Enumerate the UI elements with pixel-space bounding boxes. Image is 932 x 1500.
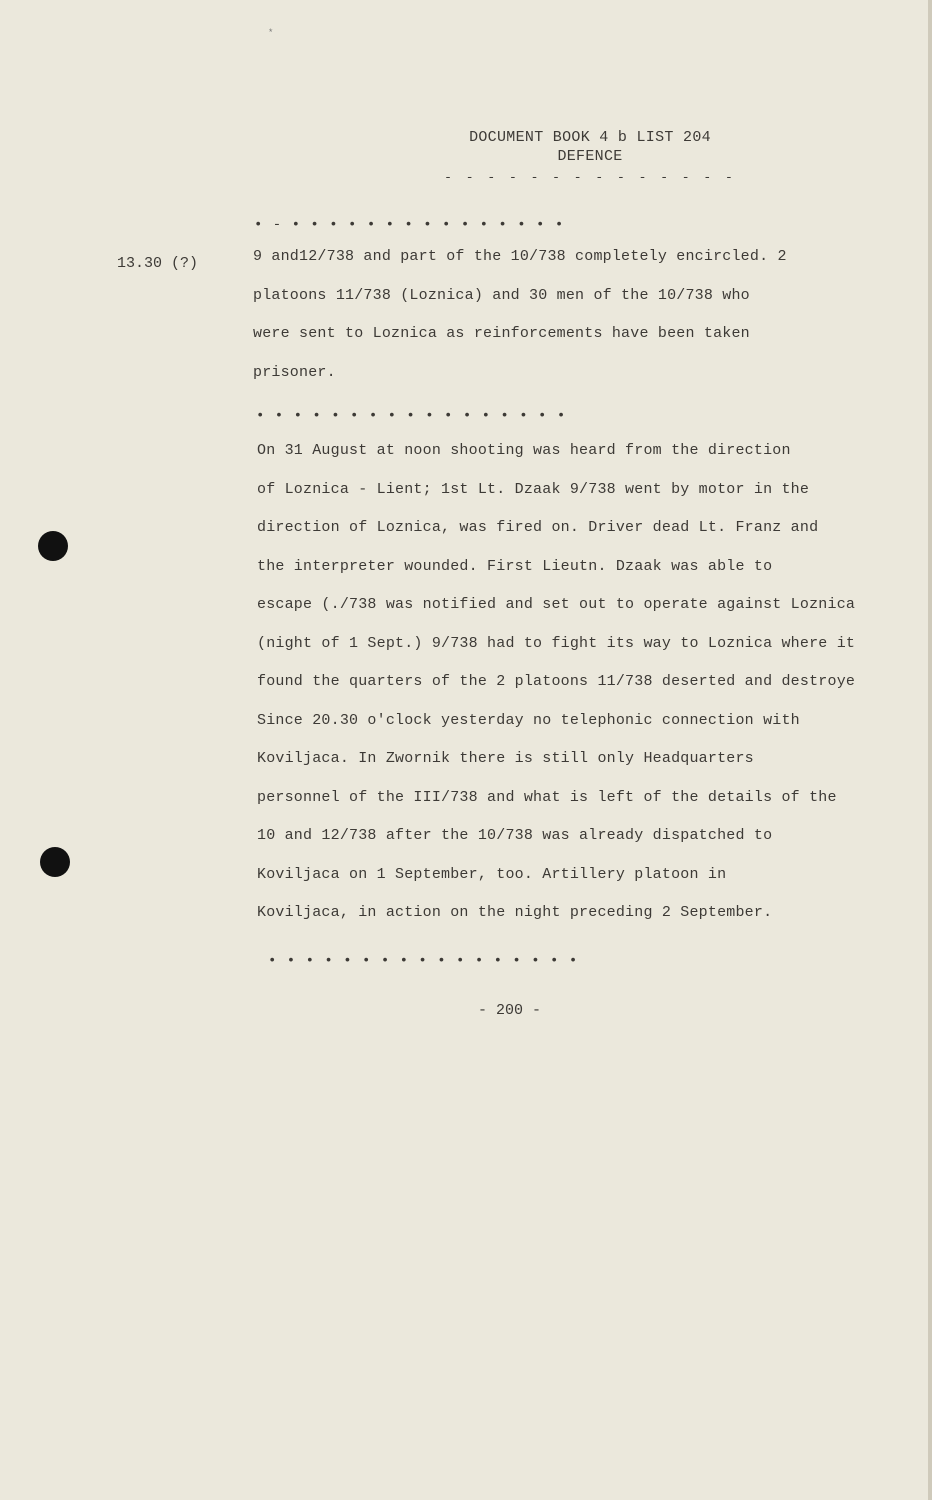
entry-paragraph bbox=[253, 238, 787, 392]
document-subtitle: DEFENCE bbox=[557, 148, 623, 165]
report-line: Koviljaca on 1 September, too. Artillery platoon in bbox=[257, 865, 727, 883]
report-line: the interpreter wounded. First Lieutn. Dzaak was able to bbox=[257, 557, 773, 575]
separator-top: • - • • • • • • • • • • • • • • • bbox=[254, 217, 565, 233]
entry-line: platoons 11/738 (Loznica) and 30 men of the 10/738 who bbox=[253, 286, 750, 304]
report-paragraph bbox=[257, 432, 855, 933]
report-line: (night of 1 Sept.) 9/738 had to fight its way to Loznica where it bbox=[257, 634, 856, 652]
document-title: DOCUMENT BOOK 4 b LIST 204 bbox=[469, 129, 711, 146]
report-line: 10 and 12/738 after the 10/738 was already dispatched to bbox=[257, 827, 773, 844]
separator-middle: • • • • • • • • • • • • • • • • • bbox=[256, 408, 567, 424]
entry-time: 13.30 (?) bbox=[117, 255, 199, 272]
report-line: personnel of the III/738 and what is left of the details of the bbox=[257, 788, 837, 806]
punch-hole bbox=[40, 847, 70, 877]
entry-line: were sent to Loznica as reinforcements have been taken bbox=[253, 325, 750, 342]
report-line: Koviljaca, in action on the night preceding 2 September. bbox=[257, 904, 773, 921]
separator-bottom: • • • • • • • • • • • • • • • • • bbox=[268, 953, 579, 969]
stray-mark: * bbox=[268, 28, 274, 38]
report-line: escape (./738 was notified and set out to operate against Loznica bbox=[257, 596, 856, 613]
page-number: - 200 - bbox=[478, 1002, 542, 1019]
report-line: found the quarters of the 2 platoons 11/738 deserted and destroye bbox=[257, 673, 856, 690]
report-line: Koviljaca. In Zwornik there is still only Headquarters bbox=[257, 750, 754, 767]
page-edge bbox=[928, 0, 932, 1500]
report-line: of Loznica - Lient; 1st Lt. Dzaak 9/738 went by motor in the bbox=[257, 480, 810, 498]
document-heading bbox=[440, 128, 740, 187]
report-line: direction of Loznica, was fired on. Driver dead Lt. Franz and bbox=[257, 519, 819, 536]
punch-hole bbox=[38, 531, 68, 561]
report-line: On 31 August at noon shooting was heard from the direction bbox=[257, 442, 791, 459]
heading-rule: - - - - - - - - - - - - - - bbox=[444, 170, 736, 185]
report-line: Since 20.30 o'clock yesterday no telephonic connection with bbox=[257, 711, 800, 729]
entry-line: prisoner. bbox=[253, 363, 336, 381]
entry-line: 9 and12/738 and part of the 10/738 completely encircled. 2 bbox=[253, 248, 787, 265]
